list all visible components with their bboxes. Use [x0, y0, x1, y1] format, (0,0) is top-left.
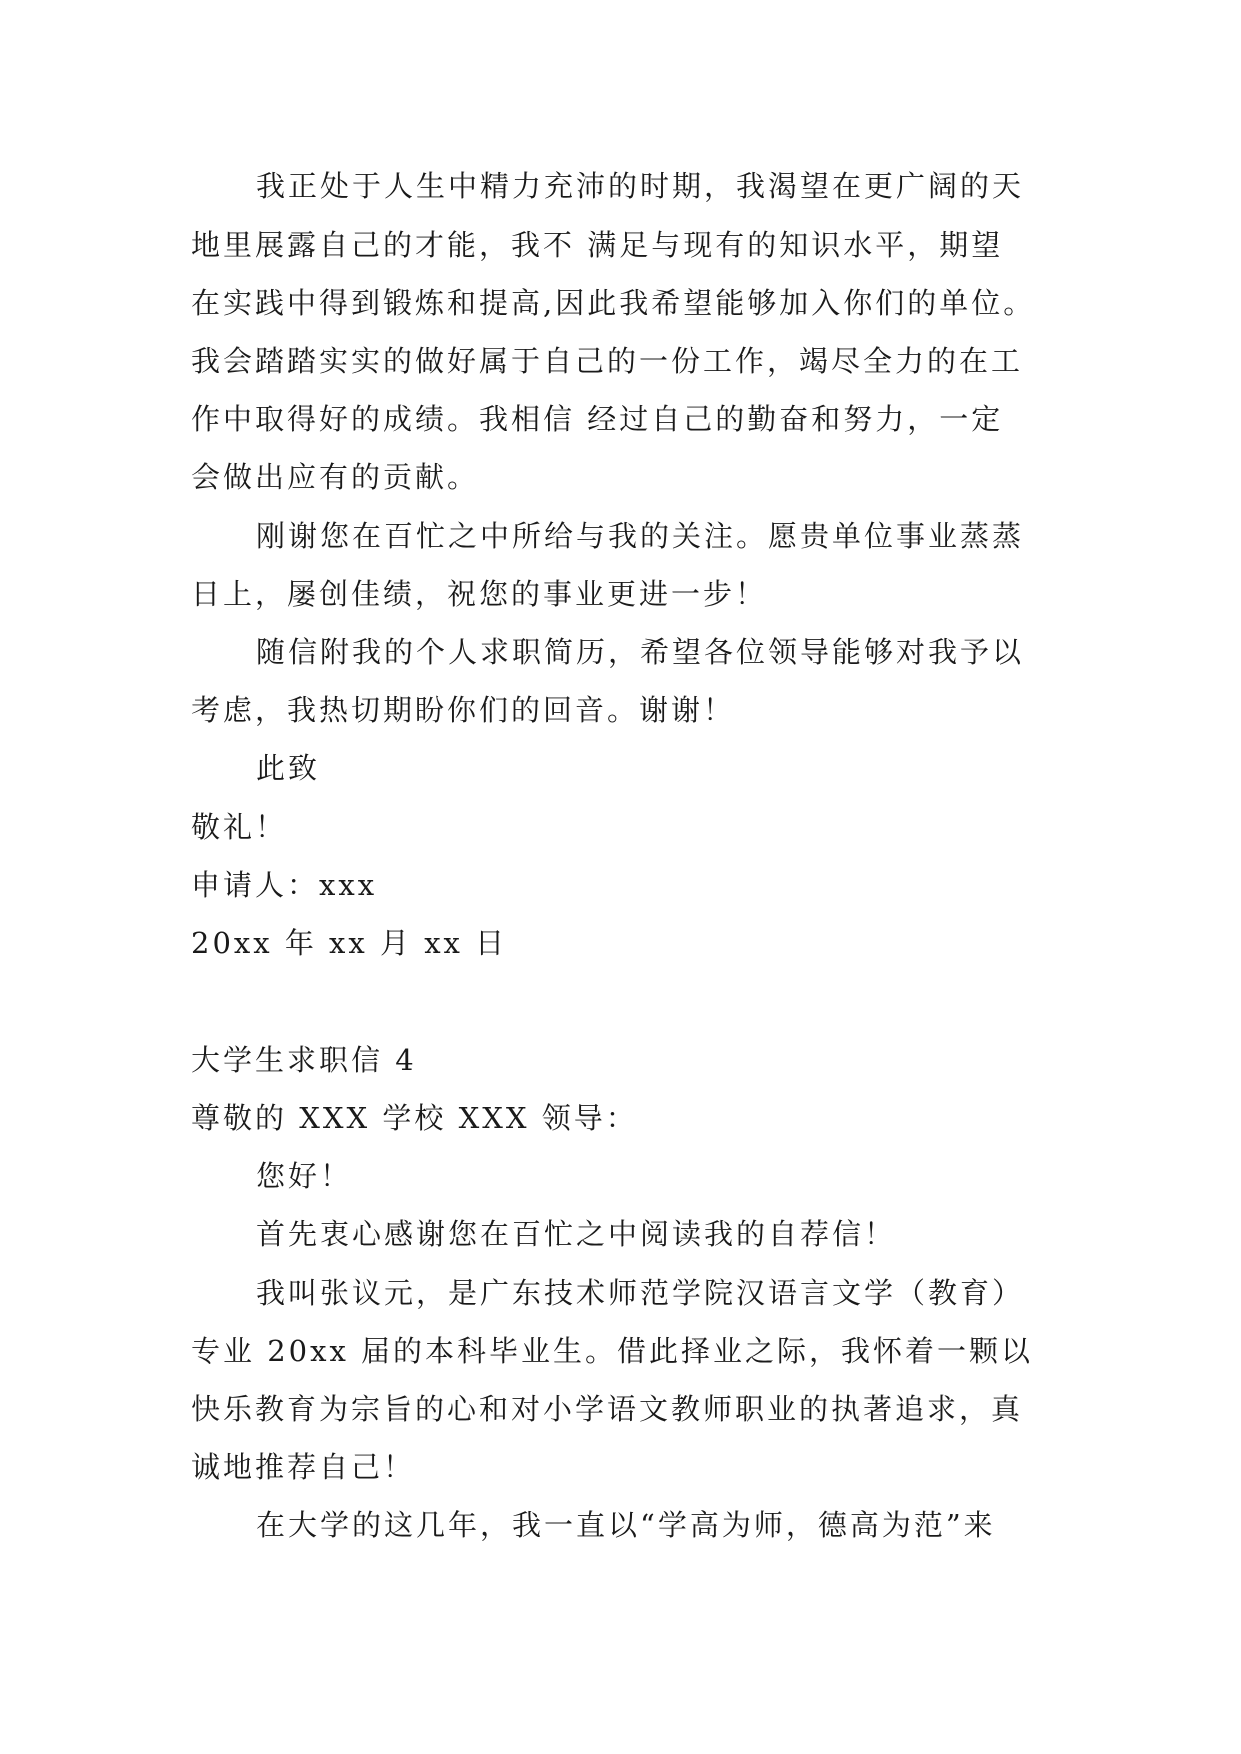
letter-date: 20xx 年 xx 月 xx 日 — [191, 926, 508, 960]
paragraph-line: 作中取得好的成绩。我相信 经过自己的勤奋和努力，一定 — [191, 402, 1004, 436]
paragraph-line: 地里展露自己的才能，我不 满足与现有的知识水平，期望 — [191, 228, 1004, 262]
paragraph-line: 我会踏踏实实的做好属于自己的一份工作，竭尽全力的在工 — [191, 344, 1024, 378]
paragraph-line: 我正处于人生中精力充沛的时期，我渴望在更广阔的天 — [256, 169, 1025, 203]
paragraph-line: 考虑，我热切期盼你们的回音。谢谢！ — [191, 693, 736, 727]
greeting: 您好！ — [256, 1159, 353, 1193]
applicant-signature: 申请人：xxx — [191, 868, 378, 902]
paragraph-line: 刚谢您在百忙之中所给与我的关注。愿贵单位事业蒸蒸 — [256, 519, 1025, 553]
paragraph-line: 首先衷心感谢您在百忙之中阅读我的自荐信！ — [256, 1217, 897, 1251]
paragraph-line: 日上，屡创佳绩，祝您的事业更进一步！ — [191, 577, 768, 611]
paragraph-line: 会做出应有的贡献。 — [191, 460, 480, 494]
closing-salutation: 此致 — [256, 751, 321, 785]
letter-addressee: 尊敬的 XXX 学校 XXX 领导： — [191, 1101, 638, 1135]
paragraph-line: 诚地推荐自己！ — [191, 1450, 416, 1484]
paragraph-line: 在实践中得到锻炼和提高,因此我希望能够加入你们的单位。 — [191, 286, 1036, 320]
paragraph-line: 快乐教育为宗旨的心和对小学语文教师职业的执著追求，真 — [191, 1392, 1024, 1426]
paragraph-line: 我叫张议元，是广东技术师范学院汉语言文学（教育） — [256, 1276, 1025, 1310]
paragraph-line: 在大学的这几年，我一直以“学高为师，德高为范”来 — [256, 1508, 996, 1542]
paragraph-line: 随信附我的个人求职简历，希望各位领导能够对我予以 — [256, 635, 1025, 669]
paragraph-line: 专业 20xx 届的本科毕业生。借此择业之际，我怀着一颗以 — [191, 1334, 1034, 1368]
closing-regards: 敬礼！ — [191, 810, 288, 844]
section-title: 大学生求职信 4 — [191, 1043, 417, 1077]
